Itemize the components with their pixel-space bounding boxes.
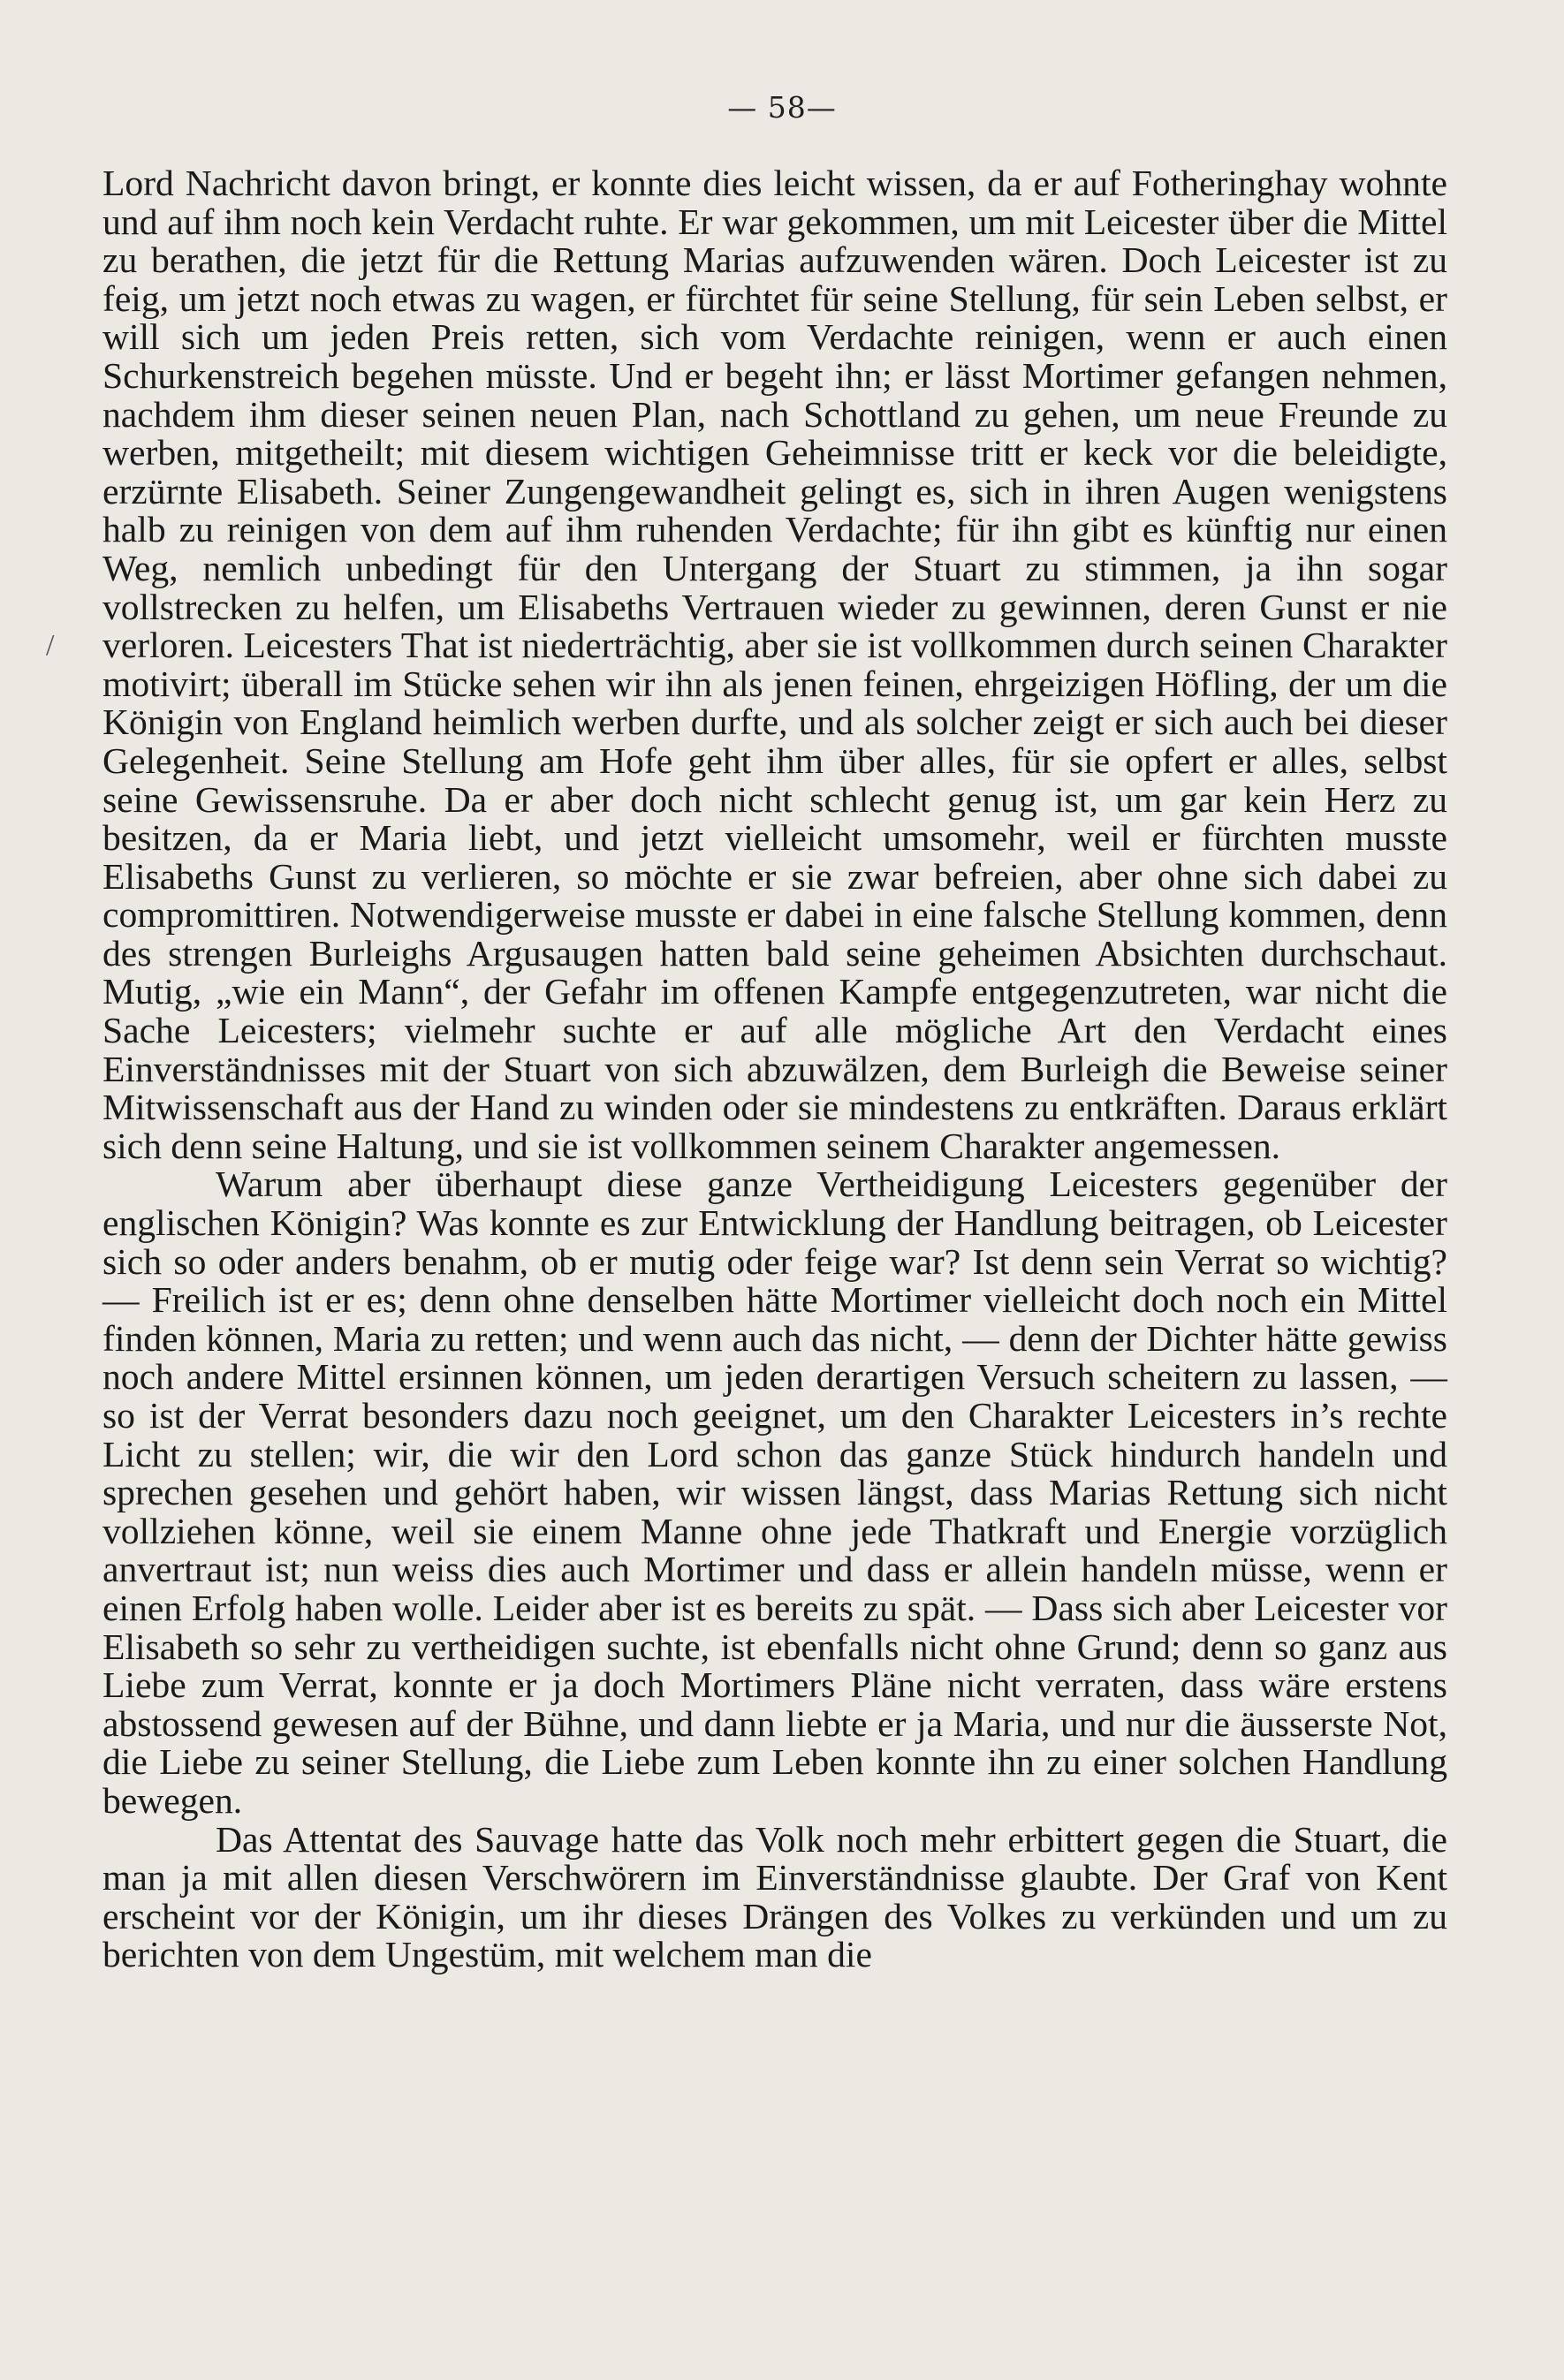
page-number: — 58— (727, 90, 837, 125)
paragraph-1: Lord Nachricht davon bringt, er konnte dies leicht wissen, da er auf Fotheringhay wohnte und auf ihm noch kein Verdacht ruhte. Er war gekommen, um mit Leicester über die Mittel zu berathen, die jetzt für die Rettung Marias aufzuwenden wären. Doch Leicester ist zu feig, um jetzt noch etwas zu wagen, er fürchtet für seine Stellung, für sein Leben selbst, er will sich um jeden Preis retten, sich vom Verdachte reinigen, wenn er auch einen Schurkenstreich begehen müsste. Und er begeht ihn; er lässt Mortimer gefangen nehmen, nachdem ihm dieser seinen neuen Plan, nach Schottland zu gehen, um neue Freunde zu werben, mitgetheilt; mit diesem wichtigen Geheimnisse tritt er keck vor die beleidigte, erzürnte Elisabeth. Seiner Zungengewandheit gelingt es, sich in ihren Augen wenigstens halb zu reinigen von dem auf ihm ruhenden Verdachte; für ihn gibt es künftig nur einen Weg, nemlich unbedingt für den Untergang der Stuart zu stimmen, ja ihn sogar vollstrecken zu helfen, um Elisabeths Vertrauen wieder zu gewinnen, deren Gunst er nie verloren. Leicesters That ist niederträchtig, aber sie ist vollkommen durch seinen Charakter motivirt; überall im Stücke sehen wir ihn als jenen feinen, ehrgeizigen Höfling, der um die Königin von England heimlich werben durfte, und als solcher zeigt er sich auch bei dieser Gelegenheit. Seine Stellung am Hofe geht ihm über alles, für sie opfert er alles, selbst seine Gewissensruhe. Da er aber doch nicht schlecht genug ist, um gar kein Herz zu besitzen, da er Maria liebt, und jetzt vielleicht umsomehr, weil er fürchten musste Elisabeths Gunst zu verlieren, so möchte er sie zwar befreien, aber ohne sich dabei zu compromittiren. Notwendigerweise musste er dabei in eine falsche Stellung kommen, denn des strengen Burleighs Argusaugen hatten bald seine geheimen Absichten durchschaut. Mutig, „wie ein Mann“, der Gefahr im offenen Kampfe entgegenzutreten, war nicht die Sache Leicesters; vielmehr suchte er auf alle mögliche Art den Verdacht eines Einverständnisses mit der Stuart von sich abzuwälzen, dem Burleigh die Beweise seiner Mitwissenschaft aus der Hand zu winden oder sie mindestens zu entkräften. Daraus erklärt sich denn seine Haltung, und sie ist vollkommen seinem Charakter angemessen. (102, 163, 1447, 1166)
paragraph-2: Warum aber überhaupt diese ganze Vertheidigung Leicesters gegenüber der englischen Königin? Was konnte es zur Entwicklung der Handlung beitragen, ob Leicester sich so oder anders benahm, ob er mutig oder feige war? Ist denn sein Verrat so wichtig? — Freilich ist er es; denn ohne denselben hätte Mortimer vielleicht doch noch ein Mittel finden können, Maria zu retten; und wenn auch das nicht, — denn der Dichter hätte gewiss noch andere Mittel ersinnen können, um jeden derartigen Versuch scheitern zu lassen, — so ist der Verrat besonders dazu noch geeignet, um den Charakter Leicesters in’s rechte Licht zu stellen; wir, die wir den Lord schon das ganze Stück hindurch handeln und sprechen gesehen und gehört haben, wir wissen längst, dass Marias Rettung sich nicht vollziehen könne, weil sie einem Manne ohne jede Thatkraft und Energie vorzüglich anvertraut ist; nun weiss dies auch Mortimer und dass er allein handeln müsse, wenn er einen Erfolg haben wolle. Leider aber ist es bereits zu spät. — Dass sich aber Leicester vor Elisabeth so sehr zu vertheidigen suchte, ist ebenfalls nicht ohne Grund; denn so ganz aus Liebe zum Verrat, konnte er ja doch Mortimers Pläne nicht verraten, dass wäre erstens abstossend gewesen auf der Bühne, und dann liebte er ja Maria, und nur die äusserste Not, die Liebe zu seiner Stellung, die Liebe zum Leben konnte ihn zu einer solchen Handlung bewegen. (102, 1163, 1447, 1821)
body-text (102, 164, 1447, 1974)
paragraph-3: Das Attentat des Sauvage hatte das Volk noch mehr erbittert gegen die Stuart, die man ja mit allen diesen Verschwörern im Einverständnisse glaubte. Der Graf von Kent erscheint vor der Königin, um ihr dieses Drängen des Volkes zu verkünden und um zu berichten von dem Ungestüm, mit welchem man die (102, 1818, 1447, 1975)
margin-mark: / (46, 629, 55, 662)
